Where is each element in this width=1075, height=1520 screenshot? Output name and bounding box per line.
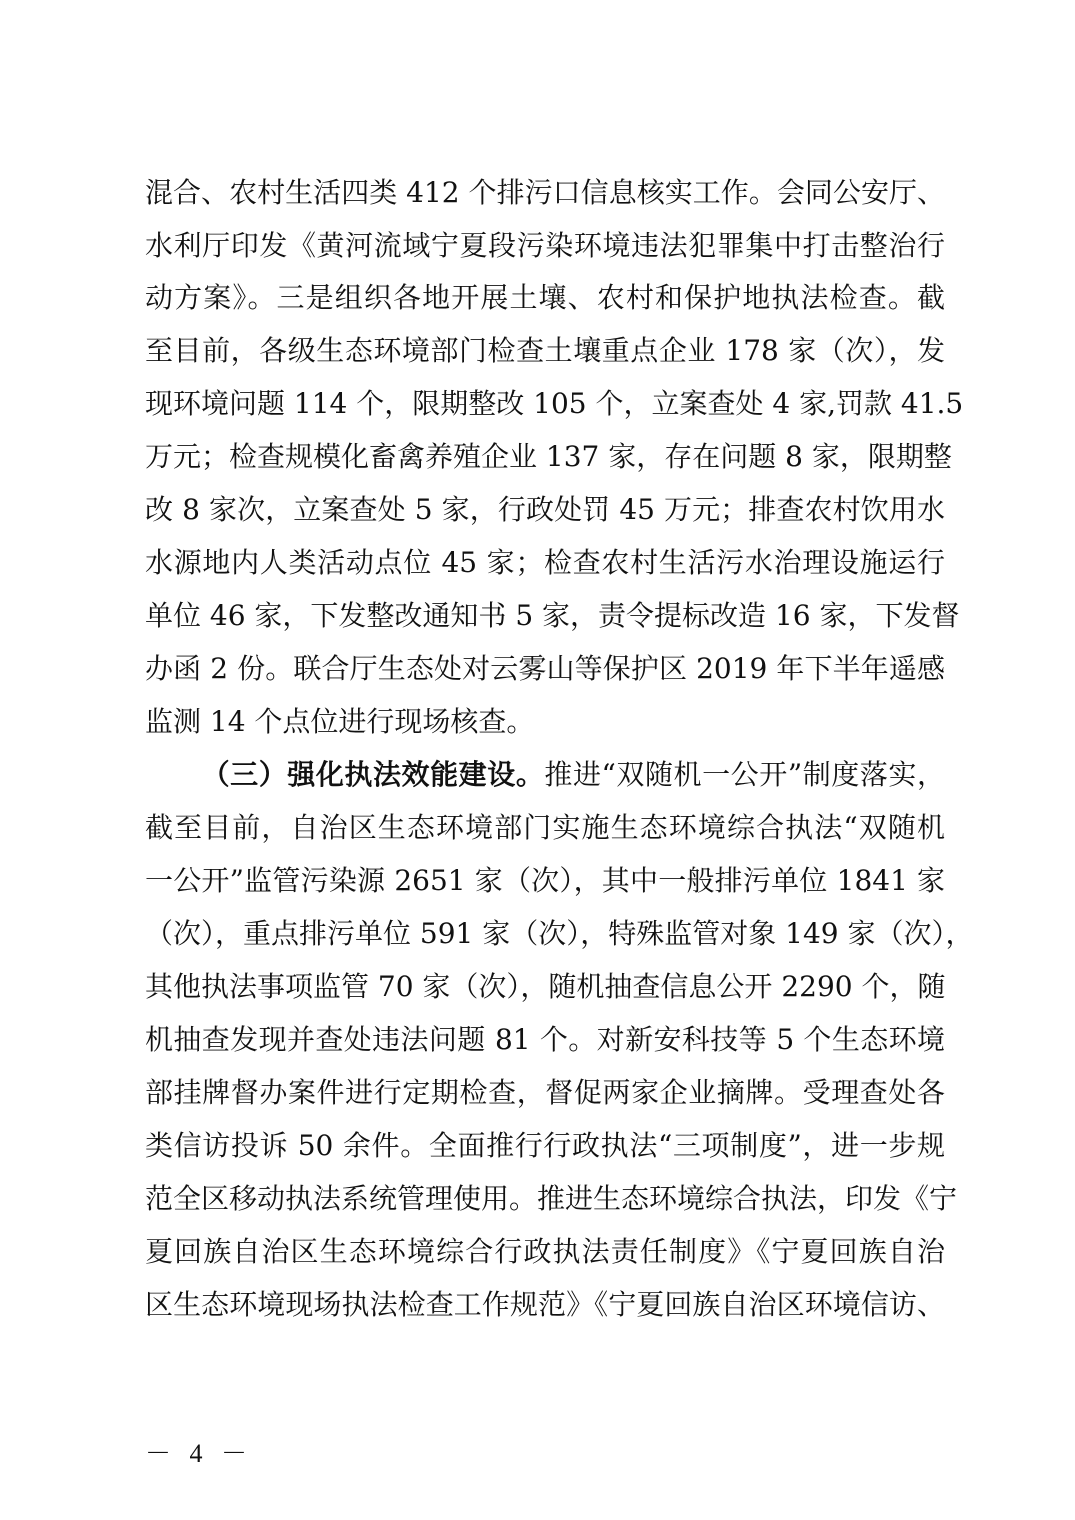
body-text-line: 类信访投诉 50 余件。全面推行行政执法“三项制度”，进一步规	[145, 1129, 945, 1162]
section-heading: （三）强化执法效能建设。	[201, 758, 545, 791]
body-text-line: 一公开”监管污染源 2651 家（次），其中一般排污单位 1841 家	[145, 864, 945, 897]
body-text-line: 万元；检查规模化畜禽养殖企业 137 家，存在问题 8 家，限期整	[145, 440, 952, 473]
body-text-line: 部挂牌督办案件进行定期检查，督促两家企业摘牌。受理查处各	[145, 1076, 945, 1109]
body-text-line: 监测 14 个点位进行现场核查。	[145, 705, 535, 738]
body-text-line: 动方案》。三是组织各地开展土壤、农村和保护地执法检查。截	[145, 281, 945, 314]
body-text-line: 改 8 家次，立案查处 5 家，行政处罚 45 万元；排查农村饮用水	[145, 493, 945, 526]
section-heading-line	[145, 755, 945, 795]
body-text-line: 水利厅印发《黄河流域宁夏段污染环境违法犯罪集中打击整治行	[145, 229, 945, 262]
body-text-line: 夏回族自治区生态环境综合行政执法责任制度》《宁夏回族自治	[145, 1235, 945, 1268]
body-text-line: 办函 2 份。联合厅生态处对云雾山等保护区 2019 年下半年遥感	[145, 652, 945, 685]
page-number: － 4 －	[145, 1439, 254, 1468]
body-text-line: 区生态环境现场执法检查工作规范》《宁夏回族自治区环境信访、	[145, 1288, 945, 1321]
body-text-line: 范全区移动执法系统管理使用。推进生态环境综合执法，印发《宁	[145, 1182, 958, 1215]
body-text-line: 混合、农村生活四类 412 个排污口信息核实工作。会同公安厅、	[145, 176, 945, 209]
body-text-line: 水源地内人类活动点位 45 家；检查农村生活污水治理设施运行	[145, 546, 945, 579]
body-text-line: 机抽查发现并查处违法问题 81 个。对新安科技等 5 个生态环境	[145, 1023, 945, 1056]
body-text-line: 单位 46 家，下发整改通知书 5 家，责令提标改造 16 家，下发督	[145, 599, 960, 632]
body-text-line: 现环境问题 114 个，限期整改 105 个，立案查处 4 家,罚款 41.5	[145, 387, 964, 420]
body-text-line: 至目前，各级生态环境部门检查土壤重点企业 178 家（次），发	[145, 334, 945, 367]
body-text: 推进“双随机一公开”制度落实，	[544, 758, 945, 791]
body-text-line: 截至目前，自治区生态环境部门实施生态环境综合执法“双随机	[145, 811, 945, 844]
body-text-line: （次），重点排污单位 591 家（次），特殊监管对象 149 家（次），	[145, 917, 974, 950]
body-text-line: 其他执法事项监管 70 家（次），随机抽查信息公开 2290 个，随	[145, 970, 946, 1003]
